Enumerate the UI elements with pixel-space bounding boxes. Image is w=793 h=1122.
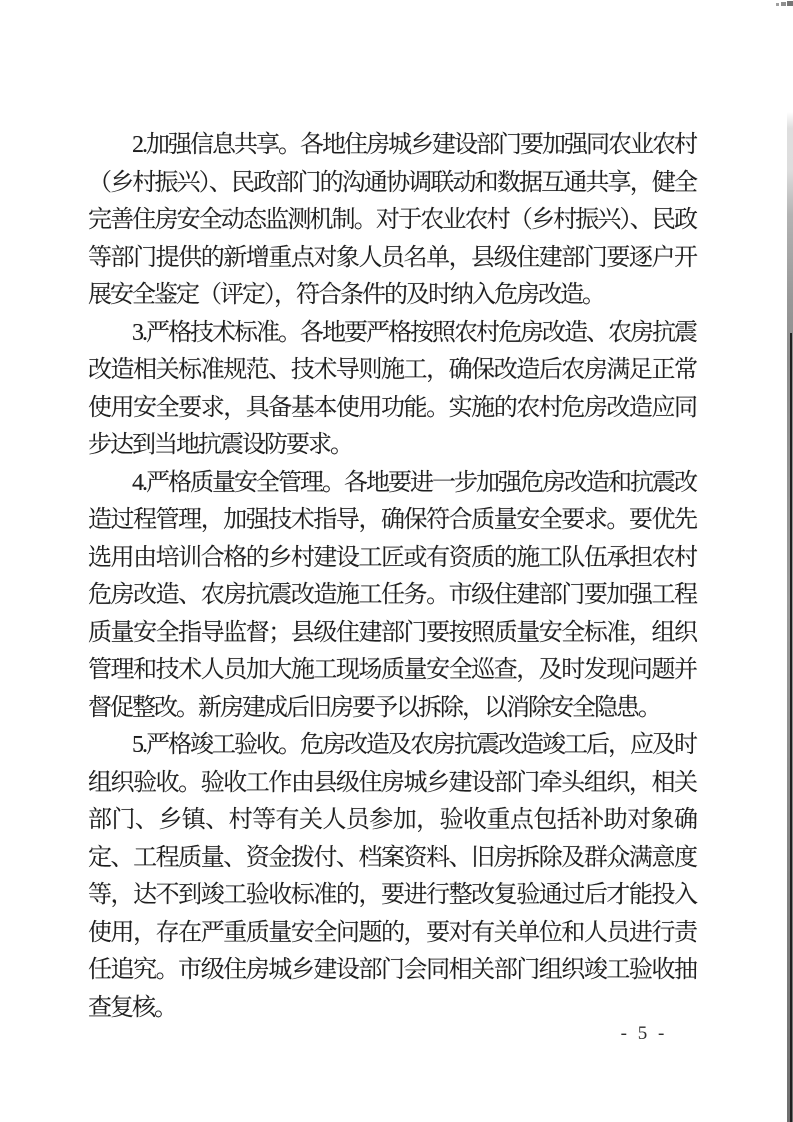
page-number: - 5 - [620, 1023, 668, 1044]
scan-speck-artifact [781, 2, 786, 6]
paragraph-item-2-information-sharing: 2.加强信息共享。各地住房城乡建设部门要加强同农业农村（乡村振兴）、民政部门的沟通协调联动和数据互通共享，健全完善住房安全动态监测机制。对于农业农村（乡村振兴）、民政等部门提供的新增重点对象人员名单，县级住建部门要逐户开展安全鉴定（评定），符合条件的及时纳入危房改造。 [88, 132, 696, 308]
document-body [88, 127, 696, 1027]
scan-edge-line-artifact [790, 333, 792, 1122]
scan-speck-artifact [787, 1, 793, 6]
paragraph-item-5-completion-acceptance: 5.严格竣工验收。危房改造及农房抗震改造竣工后，应及时组织验收。验收工作由县级住房城乡建设部门牵头组织，相关部门、乡镇、村等有关人员参加，验收重点包括补助对象确定、工程质量、资金拨付、档案资料、旧房拆除及群众满意度等，达不到竣工验收标准的，要进行整改复验通过后才能投入使用，存在严重质量安全问题的，要对有关单位和人员进行责任追究。市级住房城乡建设部门会同相关部门组织竣工验收抽查复核。 [88, 732, 696, 1021]
paragraph-item-4-quality-safety-management: 4.严格质量安全管理。各地要进一步加强危房改造和抗震改造过程管理，加强技术指导，确保符合质量安全要求。要优先选用由培训合格的乡村建设工匠或有资质的施工队伍承担农村危房改造、农房抗震改造施工任务。市级住建部门要加强工程质量安全指导监督；县级住建部门要按照质量安全标准，组织管理和技术人员加大施工现场质量安全巡查，及时发现问题并督促整改。新房建成后旧房要予以拆除，以消除安全隐患。 [88, 469, 696, 721]
paragraph-item-3-technical-standards: 3.严格技术标准。各地要严格按照农村危房改造、农房抗震改造相关标准规范、技术导则施工，确保改造后农房满足正常使用安全要求，具备基本使用功能。实施的农村危房改造应同步达到当地抗震设防要求。 [88, 319, 696, 458]
scan-speck-artifact [776, 3, 779, 6]
